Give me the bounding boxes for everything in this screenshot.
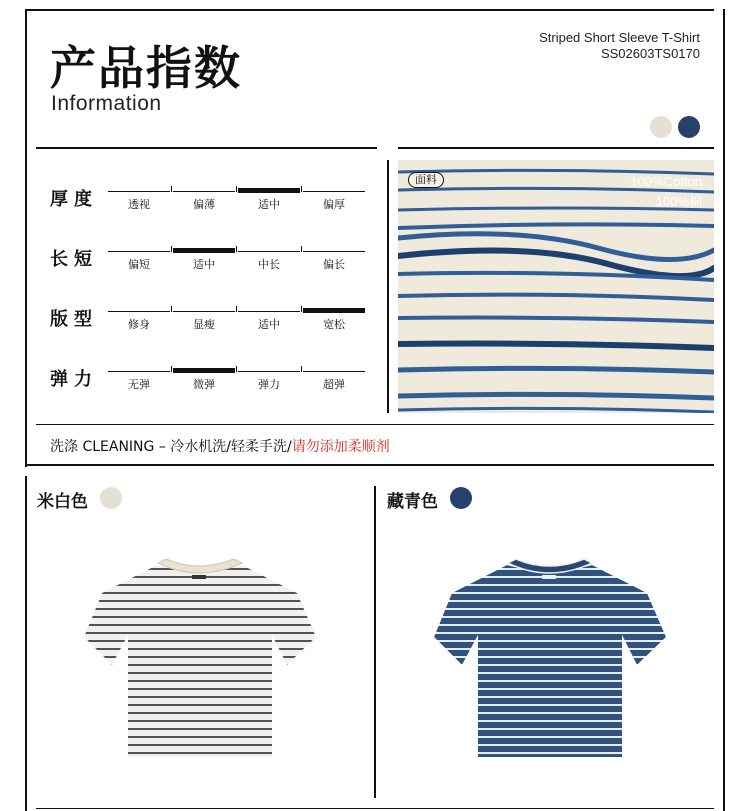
index-option-bar bbox=[108, 191, 170, 192]
index-tick bbox=[171, 186, 172, 192]
index-option bbox=[303, 248, 365, 271]
variant-mid-line bbox=[374, 486, 376, 798]
frame-right-line bbox=[723, 9, 725, 811]
index-tick bbox=[171, 306, 172, 312]
variant-left-line bbox=[25, 476, 27, 811]
index-tick bbox=[301, 366, 302, 372]
index-fabric-divider bbox=[387, 160, 389, 413]
index-tick bbox=[236, 186, 237, 192]
index-option-bar bbox=[238, 371, 300, 372]
index-option-label: 宽松 bbox=[323, 318, 345, 331]
index-tick bbox=[236, 306, 237, 312]
index-option-selected bbox=[173, 368, 235, 391]
variant-name-navy: 藏青色 bbox=[387, 492, 438, 512]
cleaning-top-line bbox=[36, 424, 714, 425]
index-option-label: 中长 bbox=[258, 258, 280, 271]
index-option-label: 适中 bbox=[258, 318, 280, 331]
index-row-label: 厚度 bbox=[50, 189, 98, 210]
page-subtitle: Information bbox=[51, 92, 162, 115]
tshirt-image-navy[interactable] bbox=[432, 555, 667, 760]
index-option-bar bbox=[303, 191, 365, 192]
divider-left bbox=[36, 147, 377, 149]
fabric-composition-cn: 100%棉 bbox=[655, 194, 702, 209]
index-tick bbox=[236, 246, 237, 252]
index-option-bar bbox=[173, 191, 235, 192]
index-option-label: 偏长 bbox=[323, 258, 345, 271]
index-option-bar bbox=[173, 248, 235, 253]
index-option bbox=[303, 368, 365, 391]
fabric-composition bbox=[630, 172, 702, 212]
index-option bbox=[303, 188, 365, 211]
index-option-bar bbox=[173, 368, 235, 373]
index-option-bar bbox=[303, 308, 365, 313]
index-option-bar bbox=[303, 371, 365, 372]
index-row-label: 弹力 bbox=[50, 369, 98, 390]
index-option-selected bbox=[238, 188, 300, 211]
variant-name-ivory: 米白色 bbox=[37, 492, 88, 512]
bottom-line bbox=[36, 808, 714, 809]
index-option bbox=[238, 368, 300, 391]
index-option bbox=[108, 308, 170, 331]
index-row-label: 版型 bbox=[50, 309, 98, 330]
index-option bbox=[108, 248, 170, 271]
index-tick bbox=[171, 366, 172, 372]
index-tick bbox=[301, 246, 302, 252]
index-option-label: 微弹 bbox=[193, 378, 215, 391]
swatch-navy[interactable] bbox=[678, 116, 700, 138]
frame-top-line bbox=[25, 9, 714, 11]
index-option bbox=[173, 308, 235, 331]
index-option-selected bbox=[303, 308, 365, 331]
index-option bbox=[108, 368, 170, 391]
index-option-bar bbox=[303, 251, 365, 252]
index-option-label: 偏薄 bbox=[193, 198, 215, 211]
index-option-bar bbox=[108, 311, 170, 312]
index-option-selected bbox=[173, 248, 235, 271]
index-option bbox=[238, 308, 300, 331]
index-option-label: 无弹 bbox=[128, 378, 150, 391]
index-option-label: 偏短 bbox=[128, 258, 150, 271]
index-option-label: 适中 bbox=[258, 198, 280, 211]
index-option-bar bbox=[108, 251, 170, 252]
index-row-label: 长短 bbox=[50, 249, 98, 270]
product-name: Striped Short Sleeve T-Shirt bbox=[539, 30, 700, 45]
index-option-label: 修身 bbox=[128, 318, 150, 331]
index-option-bar bbox=[108, 371, 170, 372]
index-option bbox=[238, 248, 300, 271]
index-option-bar bbox=[238, 251, 300, 252]
index-option-bar bbox=[173, 311, 235, 312]
index-option-label: 透视 bbox=[128, 198, 150, 211]
page-title: 产品指数 bbox=[50, 41, 242, 95]
frame-left-line bbox=[25, 9, 27, 467]
product-code: SS02603TS0170 bbox=[600, 46, 700, 61]
fabric-image bbox=[398, 160, 714, 413]
index-tick bbox=[171, 246, 172, 252]
index-option-bar bbox=[238, 188, 300, 193]
index-option-label: 弹力 bbox=[258, 378, 280, 391]
cleaning-instructions bbox=[50, 436, 390, 456]
fabric-tag: 面料 bbox=[408, 172, 444, 188]
section-divider bbox=[25, 464, 714, 466]
variant-swatch-ivory[interactable] bbox=[100, 487, 122, 509]
index-tick bbox=[301, 186, 302, 192]
index-option-bar bbox=[238, 311, 300, 312]
divider-right bbox=[398, 147, 714, 149]
index-option-label: 显瘦 bbox=[193, 318, 215, 331]
index-tick bbox=[301, 306, 302, 312]
index-option-label: 超弹 bbox=[323, 378, 345, 391]
index-tick bbox=[236, 366, 237, 372]
cleaning-warning: 请勿添加柔顺剂 bbox=[291, 439, 390, 455]
variant-swatch-navy[interactable] bbox=[450, 487, 472, 509]
index-option-label: 适中 bbox=[193, 258, 215, 271]
cleaning-text: 洗涤 CLEANING – 冷水机洗/轻柔手洗/ bbox=[50, 439, 292, 455]
product-info bbox=[539, 30, 700, 62]
swatch-ivory[interactable] bbox=[650, 116, 672, 138]
index-option bbox=[173, 188, 235, 211]
fabric-composition-en: 100%Cotton bbox=[630, 174, 702, 189]
tshirt-image-ivory[interactable] bbox=[82, 555, 317, 760]
index-option bbox=[108, 188, 170, 211]
index-option-label: 偏厚 bbox=[323, 198, 345, 211]
